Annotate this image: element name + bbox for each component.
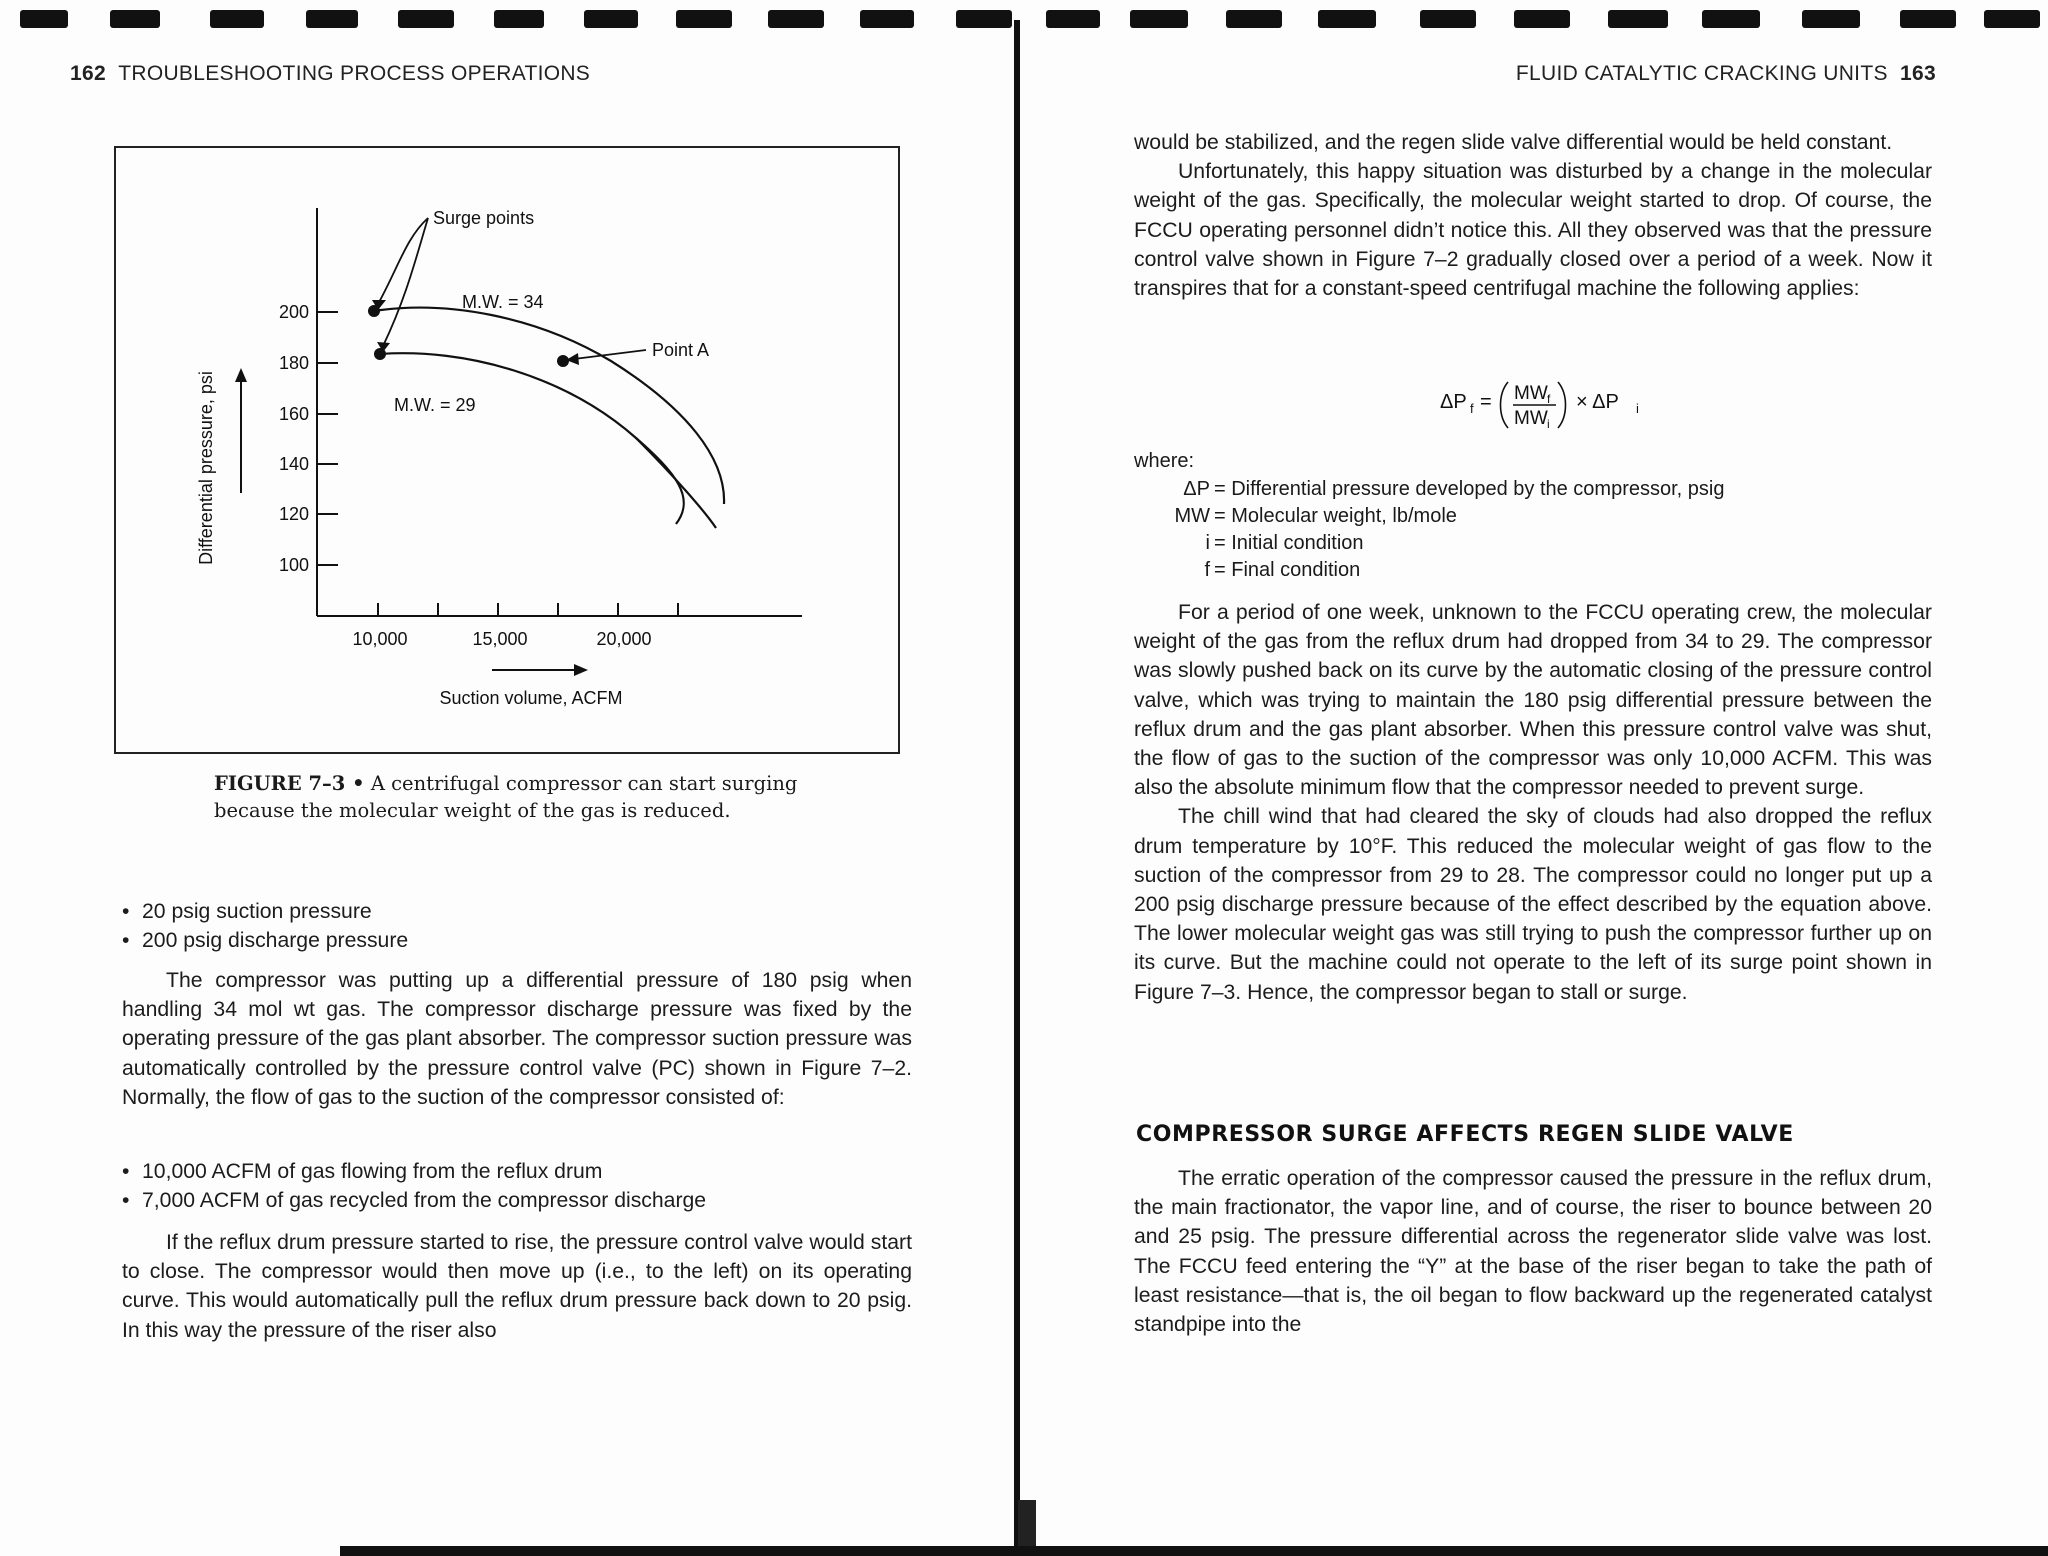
surge-points-label: Surge points (433, 208, 535, 228)
left-running-head (70, 62, 590, 86)
x-tick-label: 20,000 (596, 629, 652, 649)
y-tick-label: 200 (278, 302, 309, 322)
where-label: where: (1134, 450, 1195, 472)
caption-text: A centrifugal compressor can start surging because the molecular weight of the gas is reduced. (214, 772, 798, 822)
list-item: • 10,000 ACFM of gas flowing from the reflux drum (122, 1157, 912, 1186)
eq-times: × ΔP (1576, 391, 1619, 413)
section-heading: COMPRESSOR SURGE AFFECTS REGEN SLIDE VALVE (1136, 1122, 1794, 1147)
right-paragraph-bottom (1134, 1164, 1932, 1339)
point-a-marker (557, 355, 569, 367)
paragraph: Unfortunately, this happy situation was disturbed by a change in the molecular weight of the gas. Specifically, the molecular weight started to drop. Of course, the FCCU operating personnel didn’t notice this. All they observed was that the pressure control valve shown in Figure 7–2 gradually closed over a period of a week. Now it transpires that for a constant-speed centrifugal machine the following applies: (1134, 160, 1932, 301)
definition-texts (1214, 476, 1834, 584)
equation-svg (1440, 372, 1650, 432)
def-symbol: f (1204, 559, 1210, 581)
equation (1440, 372, 1650, 432)
right-paragraphs-mid (1134, 598, 1932, 1007)
figure-caption (214, 770, 800, 824)
def-symbol: ΔP (1183, 478, 1210, 500)
x-tick-label: 10,000 (352, 629, 408, 649)
def-symbol: i (1205, 532, 1210, 554)
right-running-head (1516, 62, 1936, 86)
left-page (0, 0, 1014, 1556)
y-tick-label: 160 (278, 404, 309, 424)
y-tick-label: 180 (278, 353, 309, 373)
left-running-title: TROUBLESHOOTING PROCESS OPERATIONS (118, 62, 591, 85)
list-item: • 200 psig discharge pressure (122, 926, 912, 955)
def-symbol: MW (1174, 505, 1210, 527)
eq-denominator: MW (1514, 408, 1548, 429)
point-a-label: Point A (652, 340, 710, 360)
left-page-number: 162 (70, 62, 106, 85)
paragraph: The chill wind that had cleared the sky of clouds had also dropped the reflux drum temperature by 10°F. This reduced the molecular weight of gas flow to the suction of the compressor from 29 to 28. The compressor could no longer put up a 200 psig discharge pressure because of the effect described by the equation above. The lower molecular weight gas was still trying to push the compressor further up on its curve. But the machine could not operate to the left of its surge point shown in Figure 7–3. Hence, the compressor began to stall or surge. (1134, 805, 1932, 1004)
caption-label: FIGURE 7–3 • (214, 772, 365, 795)
compressor-curve-chart (116, 148, 898, 752)
x-arrow-head (574, 664, 588, 676)
eq-numerator-sub: f (1547, 392, 1551, 406)
list-item: • 20 psig suction pressure (122, 897, 912, 926)
def-text: = Differential pressure developed by the compressor, psig (1214, 478, 1725, 500)
eq-numerator: MW (1514, 383, 1548, 404)
eq-lhs: ΔP (1440, 391, 1467, 413)
mw29-label: M.W. = 29 (394, 395, 476, 415)
paragraph: If the reflux drum pressure started to rise, the pressure control valve would start to close. The compressor would then move up (i.e., to the left) on its operating curve. This would automatically pull the reflux drum pressure back down to 20 psig. In this way the pressure of the riser also (122, 1231, 912, 1342)
def-text: = Initial condition (1214, 532, 1364, 554)
left-paragraph-2 (122, 1228, 912, 1345)
y-tick-marks (317, 312, 338, 565)
def-text: = Molecular weight, lb/mole (1214, 505, 1457, 527)
paragraph: The erratic operation of the compressor caused the pressure in the reflux drum, the main fractionator, the vapor line, and of course, the riser to bounce between 20 and 25 psig. The pressure differential across the regenerator slide valve was lost. The FCCU feed entering the “Y” at the base of the riser began to take the path of least resistance—that is, the oil began to flow backward up the regenerated catalyst standpipe into the (1134, 1167, 1932, 1337)
paragraph: For a period of one week, unknown to the FCCU operating crew, the molecular weight of the gas from the reflux drum had dropped from 34 to 29. The compressor was slowly pushed back on its curve by the automatic closing of the pressure control valve, which was trying to maintain the 180 psig differential pressure between the reflux drum and the gas plant absorber. When this pressure control valve was shut, the flow of gas to the suction of the compressor was only 10,000 ACFM. This was also the absolute minimum flow that the compressor needed to prevent surge. (1134, 601, 1932, 800)
right-page-number: 163 (1900, 62, 1936, 85)
y-axis-label: Differential pressure, psi (196, 371, 216, 565)
right-paragraphs-top (1134, 128, 1932, 303)
x-axis-label: Suction volume, ACFM (439, 688, 623, 708)
def-text: = Final condition (1214, 559, 1361, 581)
list-item: • 7,000 ACFM of gas recycled from the compressor discharge (122, 1186, 912, 1215)
eq-lhs-sub: f (1470, 401, 1474, 416)
paragraph: would be stabilized, and the regen slide valve differential would be held constant. (1134, 131, 1893, 154)
left-bullets-2 (122, 1157, 912, 1215)
y-tick-label: 120 (278, 504, 309, 524)
figure-7-3 (114, 146, 900, 754)
paragraph: The compressor was putting up a differential pressure of 180 psig when handling 34 mol wt gas. The compressor discharge pressure was fixed by the operating pressure of the gas plant absorber. The compressor suction pressure was automatically controlled by the pressure control valve (PC) shown in Figure 7–2. Normally, the flow of gas to the suction of the compressor consisted of: (122, 969, 912, 1109)
mw34-label: M.W. = 34 (462, 292, 544, 312)
x-tick-marks (378, 603, 678, 616)
y-arrow-head (235, 368, 247, 382)
y-tick-label: 100 (278, 555, 309, 575)
eq-equals: = (1480, 391, 1492, 413)
left-paragraph-1 (122, 966, 912, 1112)
eq-times-sub: i (1636, 401, 1639, 416)
x-tick-label: 15,000 (472, 629, 528, 649)
y-tick-label: 140 (278, 454, 309, 474)
definition-symbols (1150, 476, 1210, 584)
eq-denominator-sub: i (1547, 417, 1550, 431)
right-running-title: FLUID CATALYTIC CRACKING UNITS (1515, 62, 1888, 85)
left-bullets-1 (122, 897, 912, 955)
